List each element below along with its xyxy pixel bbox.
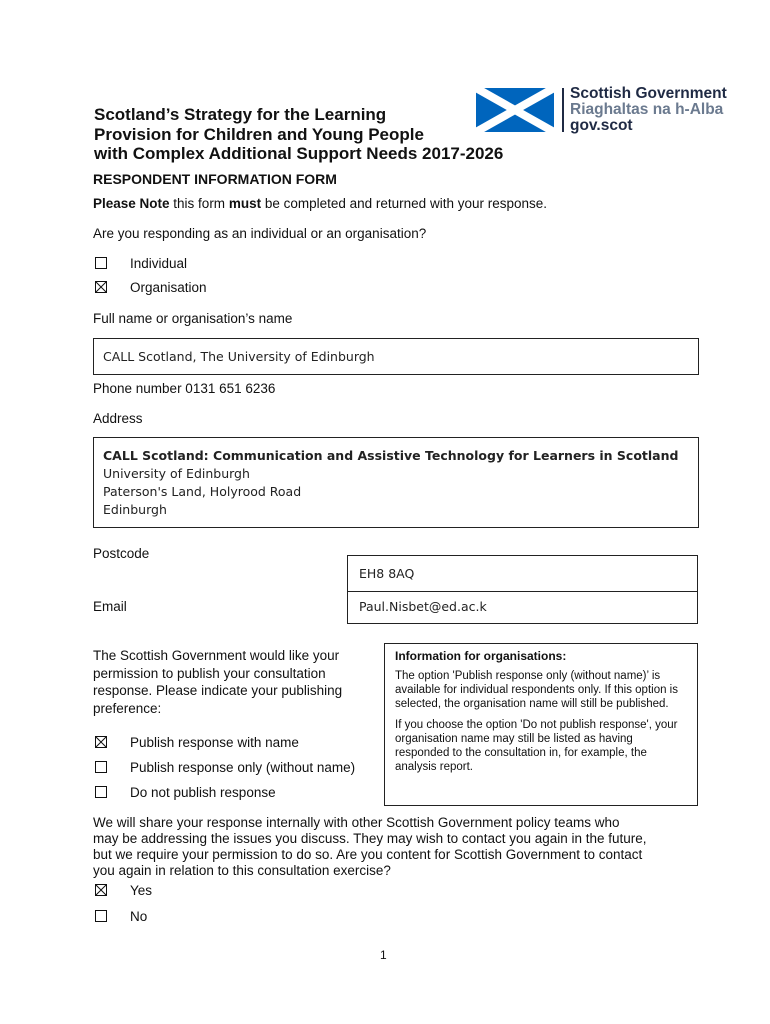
logo-separator <box>562 88 564 132</box>
email-field[interactable] <box>347 591 698 624</box>
postcode-value: EH8 8AQ <box>359 566 415 581</box>
share-line-4: you again in relation to this consultation exercise? <box>93 863 391 878</box>
contact-no-label: No <box>130 909 148 924</box>
title-line-3: with Complex Additional Support Needs 2017-2026 <box>94 144 504 163</box>
address-field[interactable] <box>93 437 699 528</box>
title-line-1: Scotland’s Strategy for the Learning <box>94 105 387 124</box>
note-bold: Please Note <box>93 196 170 211</box>
address-line-4: Edinburgh <box>103 502 167 517</box>
email-value: Paul.Nisbet@ed.ac.k <box>359 599 487 614</box>
publish-line-4: preference: <box>93 700 162 716</box>
contact-yes-label: Yes <box>130 883 153 898</box>
publish-line-1: The Scottish Government would like your <box>93 648 340 663</box>
share-paragraph <box>93 815 647 879</box>
contact-yes-checkbox[interactable] <box>95 884 107 896</box>
check-x-icon <box>96 282 106 292</box>
responding-question: Are you responding as an individual or an organisation? <box>93 226 427 241</box>
scottish-government-logo <box>570 86 727 134</box>
share-line-2: may be addressing the issues you discuss. They may wish to contact you again in the future, <box>93 831 647 846</box>
organisations-info-box <box>384 643 698 806</box>
check-x-icon <box>96 885 106 895</box>
title-line-2: Provision for Children and Young People <box>94 124 424 144</box>
individual-checkbox[interactable] <box>95 257 107 269</box>
email-label: Email <box>93 599 127 614</box>
page-number: 1 <box>380 948 387 962</box>
contact-no-checkbox[interactable] <box>95 910 107 922</box>
check-x-icon <box>96 737 106 747</box>
name-label: Full name or organisation’s name <box>93 311 293 326</box>
individual-label: Individual <box>130 256 188 271</box>
logo-line-1: Scottish Government <box>570 85 727 102</box>
saltire-flag-icon <box>476 88 554 132</box>
publish-with-name-checkbox[interactable] <box>95 736 107 748</box>
organisation-label: Organisation <box>130 280 207 295</box>
publish-line-3: response. Please indicate your publishing <box>93 683 343 698</box>
note-mid: this form <box>169 196 229 211</box>
address-lines <box>103 447 678 519</box>
share-line-1: We will share your response internally with other Scottish Government policy teams who <box>93 815 620 830</box>
name-value: CALL Scotland, The University of Edinburgh <box>103 349 375 364</box>
do-not-publish-label: Do not publish response <box>130 785 276 800</box>
info-heading: Information for organisations: <box>395 649 567 663</box>
note-must: must <box>228 196 262 211</box>
postcode-field[interactable] <box>347 555 698 592</box>
info-paragraph-1: The option 'Publish response only (without name)’ is available for individual respondents only. If this option is selected, the organisation name will still be published. <box>395 670 678 710</box>
logo-line-3: gov.scot <box>570 117 633 134</box>
name-field[interactable] <box>93 338 699 375</box>
address-line-2: University of Edinburgh <box>103 466 250 481</box>
share-line-3: but we require your permission to do so. Are you content for Scottish Government to contact <box>93 847 643 862</box>
publish-without-name-checkbox[interactable] <box>95 761 107 773</box>
publish-line-2: permission to publish your consultation <box>93 665 326 681</box>
do-not-publish-checkbox[interactable] <box>95 786 107 798</box>
publish-with-name-label: Publish response with name <box>130 735 299 750</box>
phone-number: Phone number 0131 651 6236 <box>93 381 276 396</box>
note-end: be completed and returned with your response. <box>261 196 547 211</box>
address-line-1: CALL Scotland: Communication and Assistive Technology for Learners in Scotland <box>103 448 679 463</box>
form-heading: RESPONDENT INFORMATION FORM <box>93 171 337 187</box>
address-line-3: Paterson's Land, Holyrood Road <box>103 484 302 499</box>
logo-line-2: Riaghaltas na h-Alba <box>570 101 724 118</box>
please-note <box>93 196 547 211</box>
address-label: Address <box>93 411 143 426</box>
postcode-label: Postcode <box>93 546 150 561</box>
organisation-checkbox[interactable] <box>95 281 107 293</box>
info-paragraph-2: If you choose the option 'Do not publish response', your organisation name may still be listed as having responded to the consultation in, for example, the analysis report. <box>395 719 678 773</box>
publish-without-name-label: Publish response only (without name) <box>130 760 356 775</box>
publish-question <box>93 647 342 717</box>
